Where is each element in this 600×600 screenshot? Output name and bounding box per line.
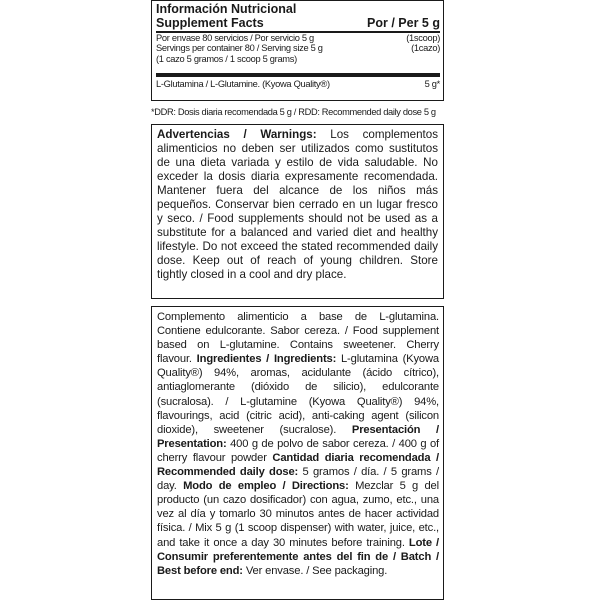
product-description-box xyxy=(151,306,444,600)
servings-es-row xyxy=(156,33,440,43)
presentation-text: 400 g de polvo de sabor cereza. / 400 g of cherry flavour powder xyxy=(157,437,439,464)
scoop-note: (1 cazo 5 gramos / 1 scoop 5 grams) xyxy=(156,53,297,64)
per-serving-header: Por / Per 5 g xyxy=(367,16,440,30)
supplement-facts-table xyxy=(151,0,444,101)
warnings-text: Los complementos alimenticios no deben ser utilizados como sustitutos de una dieta variada y estilo de vida saludable. No exceder la dosis diaria expresamente recomendada. Mantener fuera del alcance de los niños más pequeños. Conservar bien cerrado en un lugar fresco y seco. / Food supplements should not be used as a substitute for a balanced and varied diet and healthy lifestyle. Do not exceed the stated recommended daily dose. Keep out of reach of young children. Store tightly closed in a cool and dry place. xyxy=(157,128,438,281)
ddr-footnote: *DDR: Dosis diaria recomendada 5 g / RDD: Recommended daily dose 5 g xyxy=(151,107,436,117)
batch-text: Ver envase. / See packaging. xyxy=(245,564,388,577)
ingredients-text: L-glutamina (Kyowa Quality®) 94%, aromas, acidulante (ácido cítrico), antiaglomerante (dióxido de silicio), edulcorante (sucralosa). / L-glutamine (Kyowa Quality®) 94%, flavourings, acid (citric acid), anti-caking agent (silicon dioxide), sweetener (sucralose). xyxy=(157,353,439,436)
ingredient-name: L-Glutamina / L-Glutamine. (Kyowa Quality®) xyxy=(156,79,330,90)
servings-es-text: Por envase 80 servicios / Por servicio 5 g xyxy=(156,33,314,43)
daily-dose-text: 5 gramos / día. / 5 grams / day. xyxy=(157,466,439,493)
batch-label: Lote / Consumir preferentemente antes del fin de / Batch / Best before end: xyxy=(157,536,439,577)
scoop-note-row xyxy=(156,54,440,64)
facts-header-row xyxy=(156,16,440,33)
facts-title-es: Información Nutricional xyxy=(156,2,297,16)
ingredient-value: 5 g* xyxy=(424,79,440,90)
servings-en-row xyxy=(156,43,440,53)
warnings-box xyxy=(151,124,444,299)
ingredient-row xyxy=(156,77,440,90)
servings-en-value: (1cazo) xyxy=(411,43,440,54)
ingredients-label: Ingredientes / Ingredients: xyxy=(196,353,337,366)
servings-es-value: (1scoop) xyxy=(406,33,440,43)
facts-title-en: Supplement Facts xyxy=(156,16,264,30)
directions-label: Modo de empleo / Directions: xyxy=(183,480,349,493)
warnings-label: Advertencias / Warnings: xyxy=(157,128,317,141)
directions-text: Mezclar 5 g del producto (un cazo dosificador) con agua, zumo, etc., una vez al día y tomarlo 30 minutos antes de hacer actividad física. / Mix 5 g (1 scoop dispenser) with water, juice, etc., and take it once a day 30 minutes before training. xyxy=(157,480,439,549)
daily-dose-label: Cantidad diaria recomendada / Recommended daily dose: xyxy=(157,451,439,479)
presentation-label: Presentación / Presentation: xyxy=(157,423,439,450)
servings-en-text: Servings per container 80 / Serving size 5 g xyxy=(156,43,323,54)
description-intro: Complemento alimenticio a base de L-glutamina. Contiene edulcorante. Sabor cereza. / Food supplement based on L-glutamine. Contains sweetener. Cherry flavour. xyxy=(157,311,439,366)
